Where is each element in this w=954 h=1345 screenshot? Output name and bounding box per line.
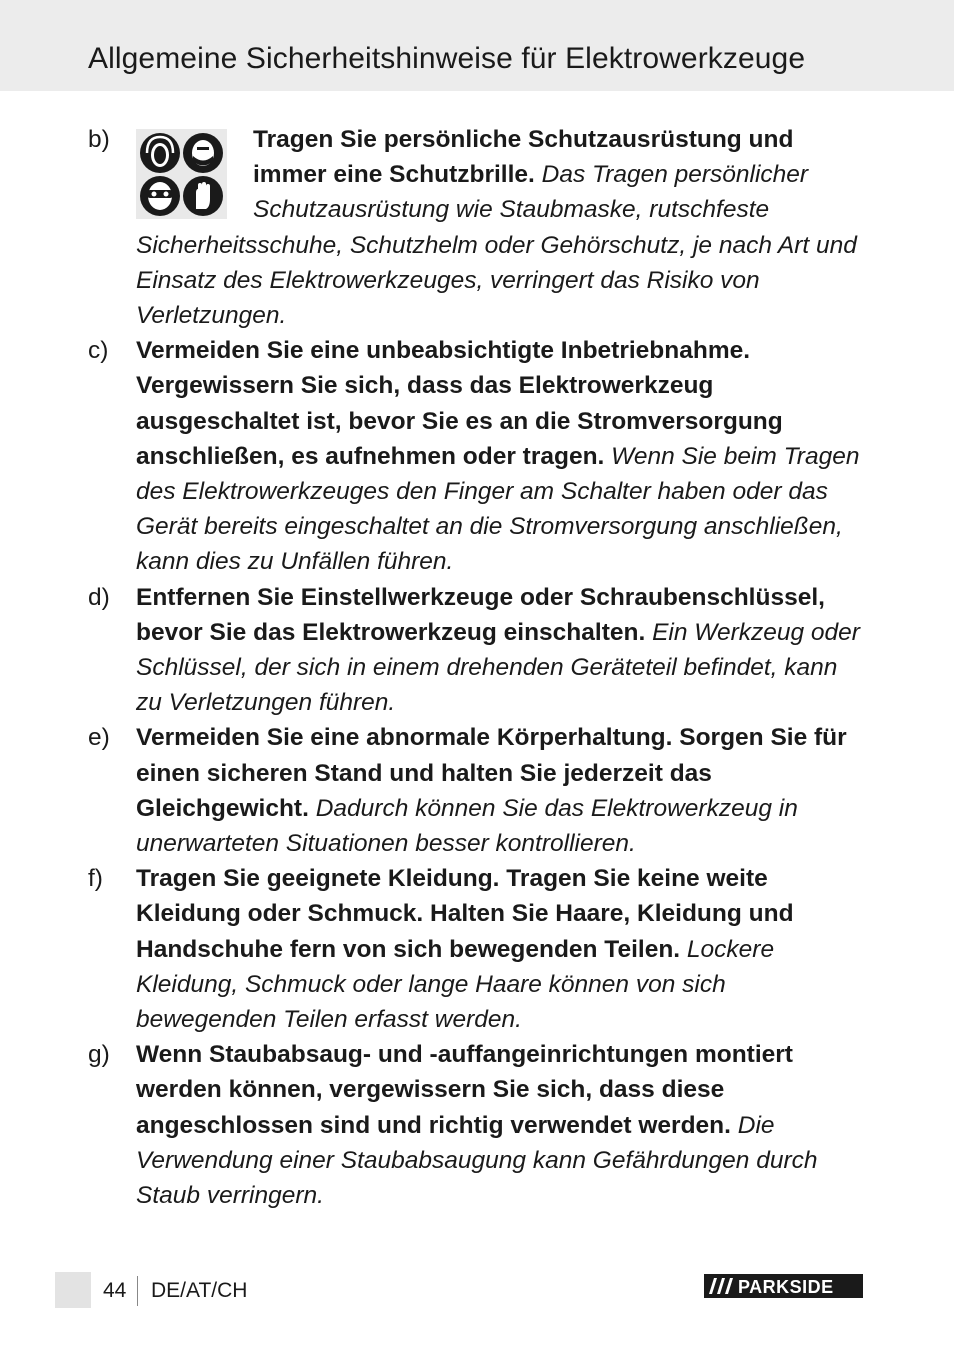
list-item-c xyxy=(88,333,863,579)
list-item-e xyxy=(88,720,863,861)
protective-gloves-icon xyxy=(183,176,223,216)
item-label: c) xyxy=(88,337,109,365)
item-label: e) xyxy=(88,724,110,752)
item-description: Ein Werkzeug oder Schlüssel, der sich in einem drehenden Geräteteil befindet, kann zu Verletzungen führen. xyxy=(136,618,860,717)
item-lead: Vermeiden Sie eine unbeabsichtigte Inbetriebnahme. Vergewissern Sie sich, dass das Elektrowerkzeug ausgeschaltet ist, bevor Sie es an die Stromversorgung anschließen, es aufnehmen oder tragen. xyxy=(136,337,783,470)
item-lead: Vermeiden Sie eine abnormale Körperhaltung. Sorgen Sie für einen sicheren Stand und halten Sie jederzeit das Gleichgewicht. xyxy=(136,724,847,822)
item-lead: Wenn Staubabsaug- und -auffangeinrichtungen montiert werden können, vergewissern Sie sich, dass diese angeschlossen sind und richtig verwendet werden. xyxy=(136,1041,793,1139)
page-number: 44 xyxy=(103,1279,127,1302)
footer-divider xyxy=(137,1276,138,1306)
list-item-d xyxy=(88,580,863,721)
item-lead: Tragen Sie geeignete Kleidung. Tragen Sie keine weite Kleidung oder Schmuck. Halten Sie Haare, Kleidung und Handschuhe fern von sich bewegenden Teilen. xyxy=(136,865,794,963)
item-lead: Tragen Sie persönliche Schutzausrüstung und immer eine Schutzbrille. xyxy=(253,126,794,189)
parkside-logo xyxy=(704,1274,863,1298)
item-description: Wenn Sie beim Tragen des Elektrowerkzeuges den Finger am Schalter haben oder das Gerät bereits eingeschaltet an die Stromversorgung anschließen, kann dies zu Unfällen führen. xyxy=(136,442,860,576)
item-description: Die Verwendung einer Staubabsaugung kann Gefährdungen durch Staub verringern. xyxy=(136,1111,818,1210)
brand-name: PARKSIDE xyxy=(738,1277,834,1297)
page-title: Allgemeine Sicherheitshinweise für Elektrowerkzeuge xyxy=(88,42,806,75)
item-description: Das Tragen persönlicher Schutzausrüstung wie Staubmaske, rutschfeste Sicherheitsschuhe, Schutzhelm oder Gehörschutz, je nach Art und Einsatz des Elektrowerkzeuges, verringert das Risiko von Verletzungen. xyxy=(136,161,857,330)
safety-goggles-icon xyxy=(140,176,180,216)
dust-mask-icon xyxy=(183,133,223,173)
item-lead: Entfernen Sie Einstellwerkzeuge oder Schraubenschlüssel, bevor Sie das Elektrowerkzeug einschalten. xyxy=(136,583,825,646)
item-description: Lockere Kleidung, Schmuck oder lange Haare können von sich bewegenden Teilen erfasst werden. xyxy=(136,935,775,1034)
item-label: d) xyxy=(88,583,110,611)
locale-label: DE/AT/CH xyxy=(151,1279,248,1302)
list-item-g xyxy=(88,1037,863,1213)
item-label: g) xyxy=(88,1041,110,1069)
item-description: Dadurch können Sie das Elektrowerkzeug in unerwarteten Situationen besser kontrollieren. xyxy=(136,794,798,858)
ppe-mandatory-signs xyxy=(136,129,227,219)
ear-protection-icon xyxy=(140,133,180,173)
item-label: f) xyxy=(88,865,103,893)
footer-marker-box xyxy=(55,1272,91,1308)
item-label: b) xyxy=(88,126,110,153)
list-item-f xyxy=(88,861,863,1037)
list-item-b xyxy=(88,122,863,333)
safety-instructions-list xyxy=(88,122,863,1213)
